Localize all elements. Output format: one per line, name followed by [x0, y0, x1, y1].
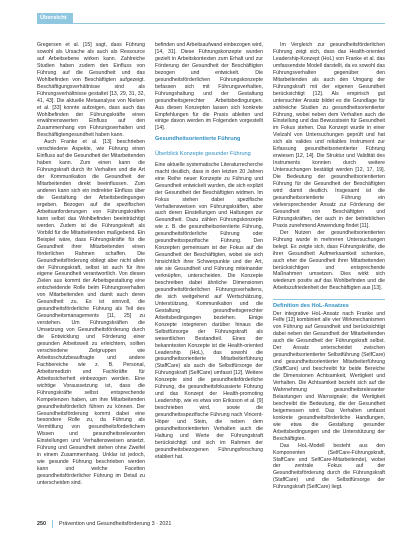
- header-rule: [37, 23, 385, 24]
- footer-divider: [52, 520, 53, 528]
- body-paragraph: Im Vergleich zur gesundheitsförderlichen Führung zeigt sich, dass das Health-oriented Leadership-Konzept (HoL) von Franke et al. das umfassendste Modell darstellt, da es sowohl das Führungsverhalten gegenüber den Mitarbeitenden als auch den Umgang der Führungskraft mit der eigenen Gesundheit berücksichtigt [12]. Als empirisch gut untersuchter Ansatz bildet es die Grundlage für zahlreiche Studien zu gesundheitsorientierter Führung, wobei neben dem Verhalten auch die Einstellung und das Bewusstsein für Gesundheit im Fokus stehen. Das Konzept wurde in einer Vielzahl von Untersuchungen geprüft und hat sich als valides und reliables Instrument zur Erfassung gesundheitsorientierter Führung erwiesen [12, 14]. Die Struktur und Validität des Instruments konnten durch weitere Untersuchungen bestätigt werden [12, 17, 19]. Die Bedeutung der gesundheitsorientierten Führung für die Gesundheit der Beschäftigten wird damit deutlich. Insgesamt ist die gesundheitsorientierte Führung ein vielversprechender Ansatz zur Förderung der Gesundheit von Beschäftigten und Führungskräften, der auch in der betrieblichen Praxis zunehmend Anwendung findet [11].: [273, 42, 385, 229]
- section-tag: Übersicht: [37, 13, 73, 23]
- subsection-heading: Überblick Konzepte gesunder Führung: [155, 150, 251, 157]
- page-number: 250: [37, 521, 46, 527]
- journal-citation: Prävention und Gesundheitsförderung 3 · 2021: [59, 521, 172, 527]
- text-column-1: [37, 42, 145, 487]
- text-column-2: [155, 42, 263, 461]
- page-footer: [37, 520, 171, 528]
- body-paragraph: befinden und Arbeitsaufwand einbezogen wird, [14, 31]. Diese Führungskonzepte wurden gezielt in Arbeitskontexten zum Erhalt und zur Förderung der Gesundheit der Beschäftigten bezogen und entwickelt. Die gesundheitsförderlichen Führungskonzepte befassen sich mit Führungsverhalten, Führungshaltung und der Gestaltung gesundheitsgerechter Arbeitsbedingungen. Aus diesen Konzepten lassen sich konkrete Empfehlungen für die Praxis ableiten und einige davon werden im Folgenden vorgestellt [14].: [155, 42, 263, 132]
- body-paragraph: Das HoL-Modell besteht aus den Komponenten (SelfCare-Führungskraft, StaffCare und SelfCare-Mitarbeitende), wobei der zentrale Fokus auf der Gesundheitsförderung durch die Führungskraft (StaffCare) und die Selbstfürsorge der Führungskraft (SelfCare) liegt.: [273, 442, 385, 491]
- section-heading: Definition des HoL-Ansatzes: [273, 299, 385, 310]
- body-paragraph: Auch Franke et al. [13] beschrieben verschiedene Aspekte, wie Führung einen Einfluss auf die Gesundheit der Mitarbeitenden haben kann. Zum einen kann die Führungskraft durch ihr Verhalten und die Art der Kommunikation die Gesundheit der Mitarbeitenden direkt beeinflussen. Zum anderen kann sich ein indirekter Einfluss über die Gestaltung der Arbeitsbedingungen ergeben. Bezogen auf die spezifischen Arbeitsanforderungen von Führungskräften kann selbst das Wohlbefinden beeinträchtigt werden. Zudem ist die Führungskraft als Vorbild für die Mitarbeitenden maßgebend. Ein Beispiel wäre, dass Führungskräfte für die Gesundheit ihrer Mitarbeitenden einen förderlichen Rahmen schaffen. Die Gesundheitsförderung obliegt aber nicht allein der Führungskraft, selbst ist auch für ihre eigene Gesundheit verantwortlich. Von diesen Zielen aus kommt der Arbeitsgestaltung eine entscheidende Rolle beim Führungsverhalten von Mitarbeitenden und damit auch deren Gesundheit zu. Es ist sinnvoll, die gesundheitsförderliche Führung als Teil des Gesundheitsmanagements [11, 25] zu verstehen. Um Führungskräften die Umsetzung von Gesundheitsförderung durch die Entwicklung und Förderung einer gesunden Arbeitswelt zu erleichtern, sollten verschiedene Zielgruppen wie Arbeitsschutzbeauftragte und andere Fachbereiche wie z. B. Personal, Arbeitsmedizin und Fachkräfte für Arbeitssicherheit einbezogen werden. Eine wichtige Voraussetzung ist, dass die Führungskräfte selbst entsprechende Kompetenzen haben, um ihre Mitarbeitenden gesundheitsförderlich führen zu können. Der Gesundheitsförderung kommt dabei eine besondere Rolle zu, da Führung als Vermittlung von gesundheitsförderlichem Wissen und gesundheitsrelevanten Einstellungen und Verhaltensweisen ansetzt. Führung und Gesundheit stehen ohne Zweifel in einem Zusammenhang. Unklar ist jedoch, wie gesunde Führung beschrieben werden kann und welche Facetten gesundheitsförderlicher Führung im Detail zu unterscheiden sind.: [37, 139, 145, 487]
- section-heading: Gesundheitsorientierte Führung: [155, 136, 241, 143]
- text-column-3: [273, 42, 385, 491]
- body-paragraph: Gregersen et al. [15] sagt, dass Führung sowohl als Ursache als auch als Ressource auf Arbeitsebene wirken kann. Zahlreiche Studien haben zudem den Einfluss von Führung auf die Gesundheit und das Wohlbefinden von Beschäftigten aufgezeigt. Beschäftigungsverhältnisse sind als Führungsverhältnisse gestaltet [13, 29, 31, 32, 41, 43]. Die aktuelle Metaanalyse von Nielsen et al. [33] konnte aufzeigen, dass auch das Wohlbefinden der Führungskräfte einen erwähnenswerten Einfluss auf den Zusammenhang von Führungsverhalten und Beschäftigtengesundheit haben kann.: [37, 42, 145, 139]
- body-paragraph: Eine aktuelle systematische Literaturrecherche macht deutlich, dass in den letzten 20 Jahren eine Reihe neuer Konzepte zu Führung und Gesundheit entwickelt wurden, die sich explizit der Gesundheit der Beschäftigten widmen. Im Fokus stehen dabei spezifische Verhaltensweisen von Führungskräften, aber auch deren Einstellungen und Haltungen zur Gesundheit. Dazu zählen Führungskonzepte wie z. B. die gesundheitsorientierte Führung, gesundheitsförderliche Führung oder gesundheitsspezifische Führung. Den Konzepten gemeinsam ist der Fokus auf die Gesundheit der Beschäftigten, wobei sie sich hinsichtlich ihrer Schwerpunkte und der Art, wie sie Gesundheit und Führung miteinander verknüpfen, unterscheiden. Die Konzepte beschreiben dabei ähnliche Dimensionen gesundheitsförderlichen Führungsverhaltens, die sich weitgehend auf Wertschätzung, Unterstützung, Kommunikation und die Gestaltung gesundheitsgerechter Arbeitsbedingungen beziehen. Einige Konzepte integrieren darüber hinaus die Selbstfürsorge der Führungskraft als wesentlichen Bestandteil. Eines der bekanntesten Konzepte ist die Health-oriented Leadership (HoL), das sowohl die gesundheitsorientierte Mitarbeiterführung (StaffCare) als auch die Selbstfürsorge der Führungskraft (SelfCare) umfasst [12]. Weitere Konzepte sind die gesundheitsförderliche Führung, die gesundheitsfokussierte Führung und das Konzept der Health-promoting Leadership, wie es etwa von Eriksson et al. [9] beschrieben wird, sowie die gesundheitsspezifische Führung nach Vincent-Höper und Stein, die neben dem gesundheitsorientierten Verhalten auch die Haltung und Werte der Führungskraft berücksichtigt und sich im Rahmen der gesundheitsbezogenen Führungsforschung etabliert hat.: [155, 161, 263, 460]
- body-paragraph: Der Nutzen der gesundheitsorientierten Führung wurde in mehreren Untersuchungen belegt. Es zeigte sich, dass Führungskräfte, die ihrer Gesundheit Aufmerksamkeit schenken, auch eher die Gesundheit ihrer Mitarbeitenden berücksichtigen und entsprechende Maßnahmen umsetzen. Dies wirkt sich wiederum positiv auf das Wohlbefinden und die Arbeitszufriedenheit der Beschäftigten aus [13].: [273, 229, 385, 292]
- body-paragraph: Der integrative HoL-Ansatz nach Franke und Felfe [12] kombiniert alle vier Wirkmechanismen von Führung auf Gesundheit und berücksichtigt dabei neben der Gesundheit der Mitarbeitenden auch die Gesundheit der Führungskraft selbst. Der Ansatz unterscheidet zwischen gesundheitsorientierter Selbstführung (SelfCare) und gesundheitsorientierter Mitarbeiterführung (StaffCare) und beschreibt für beide Bereiche die Dimensionen Achtsamkeit, Wertigkeit und Verhalten. Die Achtsamkeit bezieht sich auf die Wahrnehmung gesundheitsrelevanter Belastungen und Warnsignale; die Wertigkeit beschreibt die Bedeutung, die der Gesundheit beigemessen wird. Das Verhalten umfasst konkrete gesundheitsförderliche Handlungen, wie etwa die Gestaltung gesunder Arbeitsbedingungen und die Unterstützung der Beschäftigten.: [273, 310, 385, 442]
